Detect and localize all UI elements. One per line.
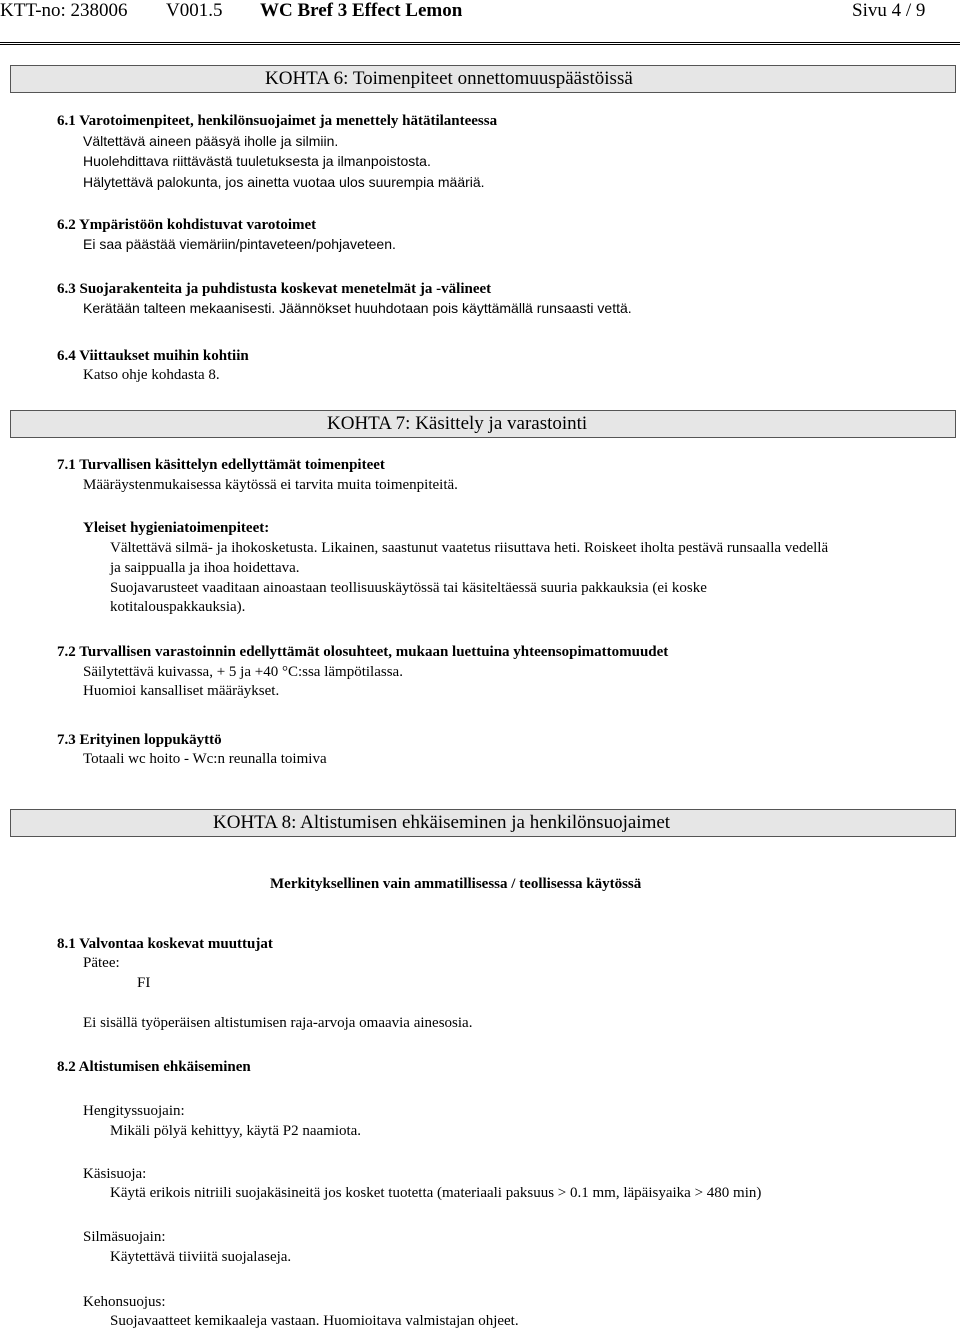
- hand-protection-text: Käytä erikois nitriili suojakäsineitä jos kosket tuotetta (materiaali paksuus > 0.1 mm, läpäisyaika > 480 min): [110, 1185, 762, 1201]
- subsection-6-3-title: 6.3 Suojarakenteita ja puhdistusta koskevat menetelmät ja -välineet: [57, 281, 492, 297]
- hygiene-title: Yleiset hygieniatoimenpiteet:: [83, 520, 270, 536]
- subsection-6-3-text: Kerätään talteen mekaanisesti. Jäännökset huuhdotaan pois käyttämällä runsaasti vettä.: [83, 300, 632, 316]
- subsection-7-1-title: 7.1 Turvallisen käsittelyn edellyttämät toimenpiteet: [57, 457, 385, 473]
- hygiene-line: kotitalouspakkauksia).: [110, 599, 246, 615]
- subsection-7-3-title: 7.3 Erityinen loppukäyttö: [57, 732, 222, 748]
- page-number: Sivu 4 / 9: [852, 0, 926, 21]
- subsection-7-1-text: Määräystenmukaisessa käytössä ei tarvita muita toimenpiteitä.: [83, 477, 458, 493]
- section-7-title: KOHTA 7: Käsittely ja varastointi: [327, 413, 588, 434]
- respiratory-protection-text: Mikäli pölyä kehittyy, käytä P2 naamiota.: [110, 1123, 362, 1139]
- subsection-6-2-title: 6.2 Ympäristöön kohdistuvat varotoimet: [57, 217, 317, 233]
- hygiene-line: Suojavarusteet vaaditaan ainoastaan teollisuuskäytössä tai käsiteltäessä suuria pakkauksia (ei koske: [110, 580, 707, 596]
- subsection-8-1-title: 8.1 Valvontaa koskevat muuttujat: [57, 936, 273, 952]
- subsection-6-1-line: Vältettävä aineen pääsyä iholle ja silmiin.: [83, 133, 339, 149]
- header-divider-secondary: [0, 44, 960, 45]
- respiratory-protection-label: Hengityssuojain:: [83, 1103, 185, 1119]
- section-7-heading-band: [10, 410, 956, 438]
- subsection-6-1-line: Hälytettävä palokunta, jos ainetta vuotaa ulos suurempia määriä.: [83, 174, 485, 190]
- subsection-6-2-text: Ei saa päästää viemäriin/pintaveteen/pohjaveteen.: [83, 236, 396, 252]
- subsection-7-2-line: Säilytettävä kuivassa, + 5 ja +40 °C:ssa lämpötilassa.: [83, 664, 403, 680]
- applies-label: Pätee:: [83, 955, 120, 971]
- version-number: V001.5: [166, 0, 223, 21]
- subsection-7-2-line: Huomioi kansalliset määräykset.: [83, 683, 280, 699]
- section-6-heading-band: [10, 65, 956, 93]
- hygiene-line: Vältettävä silmä- ja ihokosketusta. Likainen, saastunut vaatetus riisuttava heti. Roiskeet iholta pestävä runsaalla vedellä: [110, 540, 829, 556]
- applies-value: FI: [137, 975, 151, 991]
- subsection-6-1-line: Huolehdittava riittävästä tuuletuksesta ja ilmanpoistosta.: [83, 153, 431, 169]
- subsection-6-4-text: Katso ohje kohdasta 8.: [83, 367, 220, 383]
- subsection-7-2-title: 7.2 Turvallisen varastoinnin edellyttämät olosuhteet, mukaan luettuina yhteensopimattomuudet: [57, 644, 669, 660]
- subsection-6-4-title: 6.4 Viittaukset muihin kohtiin: [57, 348, 249, 364]
- section-8-title: KOHTA 8: Altistumisen ehkäiseminen ja henkilönsuojaimet: [213, 812, 671, 833]
- product-name: WC Bref 3 Effect Lemon: [260, 0, 463, 21]
- body-protection-label: Kehonsuojus:: [83, 1294, 166, 1310]
- eye-protection-text: Käytettävä tiiviitä suojalaseja.: [110, 1249, 292, 1265]
- section-6-title: KOHTA 6: Toimenpiteet onnettomuuspäästöissä: [265, 68, 633, 89]
- subsection-6-1-title: 6.1 Varotoimenpiteet, henkilönsuojaimet ja menettely hätätilanteessa: [57, 113, 498, 129]
- section-8-subtitle: Merkityksellinen vain ammatillisessa / teollisessa käytössä: [270, 876, 642, 892]
- hand-protection-label: Käsisuoja:: [83, 1166, 147, 1182]
- subsection-7-3-text: Totaali wc hoito - Wc:n reunalla toimiva: [83, 751, 327, 767]
- subsection-8-1-text: Ei sisällä työperäisen altistumisen raja-arvoja omaavia ainesosia.: [83, 1015, 473, 1031]
- hygiene-line: ja saippualla ja ihoa hoidettava.: [110, 560, 300, 576]
- header-divider: [0, 42, 960, 43]
- body-protection-text: Suojavaatteet kemikaaleja vastaan. Huomioitava valmistajan ohjeet.: [110, 1313, 519, 1329]
- eye-protection-label: Silmäsuojain:: [83, 1229, 166, 1245]
- subsection-8-2-title: 8.2 Altistumisen ehkäiseminen: [57, 1059, 251, 1075]
- document-number: KTT-no: 238006: [0, 0, 128, 21]
- section-8-heading-band: [10, 809, 956, 837]
